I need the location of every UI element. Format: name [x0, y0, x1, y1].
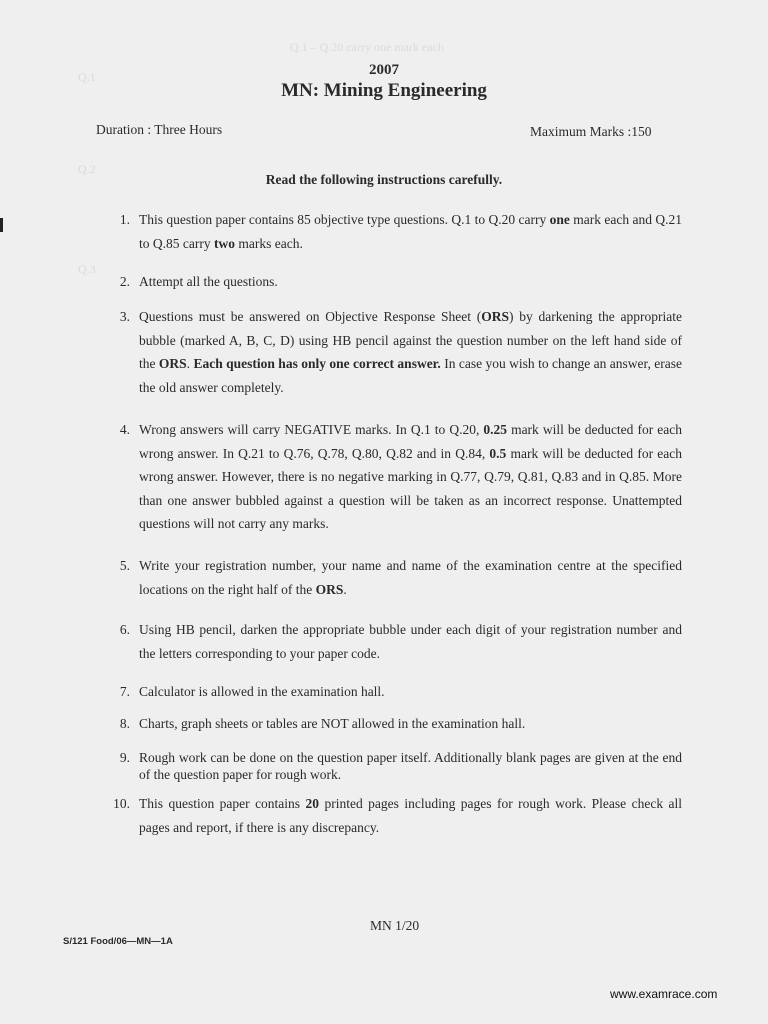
instruction-number: 8.: [119, 716, 130, 731]
instruction-number: 5.: [119, 558, 130, 573]
paper-title: MN: Mining Engineering: [281, 80, 487, 101]
maximum-marks: Maximum Marks :150: [530, 124, 652, 139]
instruction-text: Questions must be answered on Objective Response Sheet (ORS) by darkening the appropriate bubble (marked A, B, C, D) using HB pencil against the question number on the left hand side of the ORS. Each question has only one correct answer. In case you wish to change an answer, erase the old answer completely.: [139, 309, 683, 395]
instruction-text: Using HB pencil, darken the appropriate bubble under each digit of your registration number and the letters corresponding to your paper code.: [139, 622, 682, 661]
exam-year: 2007: [369, 62, 399, 78]
instruction-number: 3.: [119, 309, 130, 324]
scan-edge-mark: [0, 218, 3, 232]
instruction-number: 7.: [119, 684, 130, 699]
print-code: S/121 Food/06—MN—1A: [63, 936, 173, 947]
page-code: MN 1/20: [370, 918, 420, 933]
instruction-text: This question paper contains 85 objective type questions. Q.1 to Q.20 carry one mark each and Q.21 to Q.85 carry two marks each.: [139, 212, 682, 251]
duration: Duration : Three Hours: [96, 122, 223, 137]
instruction-number: 4.: [119, 422, 130, 437]
instruction-text: Charts, graph sheets or tables are NOT allowed in the examination hall.: [139, 716, 526, 731]
instruction-number: 10.: [113, 796, 130, 811]
instruction-number: 1.: [119, 212, 130, 227]
instruction-text: Wrong answers will carry NEGATIVE marks. In Q.1 to Q.20, 0.25 mark will be deducted for each wrong answer. In Q.21 to Q.76, Q.78, Q.80, Q.82 and in Q.84, 0.5 mark will be deducted for each wrong answer. However, there is no negative marking in Q.77, Q.79, Q.81, Q.83 and in Q.85. More than one answer bubbled against a question will be taken as an incorrect response. Unattempted questions will not carry any marks.: [139, 422, 682, 531]
bleed-through-text: Q.2: [78, 162, 96, 176]
instruction-text: Attempt all the questions.: [139, 274, 278, 289]
instructions-heading: Read the following instructions carefully.: [265, 172, 503, 187]
bleed-through-text: Q.3: [78, 262, 96, 276]
instruction-text: Calculator is allowed in the examination hall.: [139, 684, 385, 699]
website-watermark[interactable]: www.examrace.com: [610, 987, 718, 1001]
instruction-number: 2.: [119, 274, 130, 289]
instruction-number: 9.: [119, 750, 130, 765]
instruction-text: Write your registration number, your name and name of the examination centre at the specified locations on the right half of the ORS.: [139, 558, 682, 597]
bleed-through-text: Q.1 – Q.20 carry one mark each: [290, 40, 444, 54]
bleed-through-text: Q.1: [78, 70, 96, 84]
instruction-number: 6.: [119, 622, 130, 637]
instruction-text: This question paper contains 20 printed pages including pages for rough work. Please check all pages and report, if there is any discrepancy.: [139, 796, 683, 835]
instruction-text: Rough work can be done on the question paper itself. Additionally blank pages are given at the end of the question paper for rough work.: [139, 750, 682, 782]
